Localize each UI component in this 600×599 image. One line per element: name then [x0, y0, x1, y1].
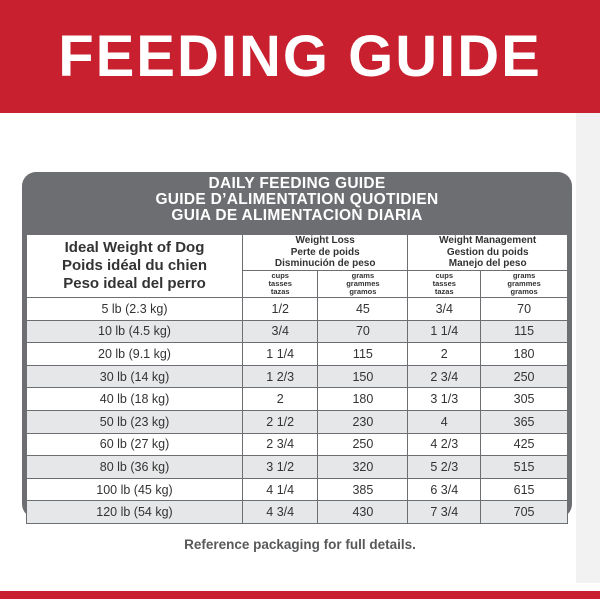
- card-title-en: DAILY FEEDING GUIDE: [208, 175, 386, 192]
- loss-cups-cell: 3/4: [243, 320, 318, 343]
- mgmt-grams-cell: 180: [481, 343, 568, 366]
- loss-grams-cell: 115: [318, 343, 408, 366]
- unit-grams-es: gramos: [349, 287, 377, 296]
- mgmt-grams-header: [481, 271, 568, 298]
- footer-note: Reference packaging for full details.: [184, 537, 416, 552]
- mgmt-cups-cell: 6 3/4: [408, 478, 481, 501]
- loss-cups-cell: 4 1/4: [243, 478, 318, 501]
- loss-grams-cell: 45: [318, 298, 408, 321]
- unit-cups-es: tazas: [270, 287, 290, 296]
- table-row: [27, 456, 568, 479]
- unit-cups-en: cups: [435, 271, 454, 280]
- weight-loss-es: Disminución de peso: [274, 258, 376, 270]
- loss-cups-header: [243, 271, 318, 298]
- feeding-table-body: [27, 298, 568, 524]
- table-row: [27, 433, 568, 456]
- unit-cups-fr: tasses: [268, 279, 292, 288]
- unit-grams-fr: grammes: [507, 279, 541, 288]
- mgmt-grams-cell: 615: [481, 478, 568, 501]
- mgmt-cups-cell: 3 1/3: [408, 388, 481, 411]
- mgmt-grams-cell: 70: [481, 298, 568, 321]
- mgmt-cups-cell: 4 2/3: [408, 433, 481, 456]
- table-row: [27, 501, 568, 524]
- mgmt-grams-cell: 365: [481, 410, 568, 433]
- unit-cups-fr: tasses: [432, 279, 456, 288]
- weight-cell: 30 lb (14 kg): [27, 365, 243, 388]
- table-row: [27, 410, 568, 433]
- table-row: [27, 365, 568, 388]
- mgmt-cups-cell: 7 3/4: [408, 501, 481, 524]
- loss-grams-cell: 430: [318, 501, 408, 524]
- unit-grams-es: gramos: [510, 287, 538, 296]
- mgmt-cups-cell: 4: [408, 410, 481, 433]
- weight-cell: 40 lb (18 kg): [27, 388, 243, 411]
- mgmt-cups-cell: 1 1/4: [408, 320, 481, 343]
- feeding-table: [26, 234, 568, 524]
- loss-grams-cell: 150: [318, 365, 408, 388]
- mgmt-grams-cell: 515: [481, 456, 568, 479]
- card-title: [26, 174, 568, 224]
- dog-header-fr: Poids idéal du chien: [61, 257, 208, 274]
- loss-grams-cell: 180: [318, 388, 408, 411]
- mgmt-cups-header: [408, 271, 481, 298]
- loss-cups-cell: 2 3/4: [243, 433, 318, 456]
- card-title-es: GUIA DE ALIMENTACION DIARIA: [171, 207, 423, 224]
- mgmt-cups-cell: 2 3/4: [408, 365, 481, 388]
- loss-cups-cell: 2: [243, 388, 318, 411]
- loss-cups-cell: 3 1/2: [243, 456, 318, 479]
- dog-header-en: Ideal Weight of Dog: [64, 239, 205, 256]
- weight-cell: 20 lb (9.1 kg): [27, 343, 243, 366]
- weight-mgmt-fr: Gestion du poids: [446, 246, 529, 258]
- mgmt-grams-cell: 705: [481, 501, 568, 524]
- right-margin-stripe: [576, 113, 600, 583]
- mgmt-cups-cell: 2: [408, 343, 481, 366]
- table-row: [27, 388, 568, 411]
- feeding-guide-card: [22, 172, 572, 518]
- weight-loss-fr: Perte de poids: [290, 246, 360, 258]
- weight-management-header: [408, 235, 568, 271]
- weight-cell: 120 lb (54 kg): [27, 501, 243, 524]
- dog-header-es: Peso ideal del perro: [63, 275, 206, 292]
- dog-weight-header: [27, 235, 243, 298]
- weight-loss-header: [243, 235, 408, 271]
- weight-cell: 50 lb (23 kg): [27, 410, 243, 433]
- mgmt-grams-cell: 305: [481, 388, 568, 411]
- header-banner: [0, 0, 600, 113]
- loss-grams-cell: 385: [318, 478, 408, 501]
- weight-cell: 60 lb (27 kg): [27, 433, 243, 456]
- loss-grams-header: [318, 271, 408, 298]
- table-row: [27, 343, 568, 366]
- loss-cups-cell: 1 1/4: [243, 343, 318, 366]
- table-row: [27, 478, 568, 501]
- loss-grams-cell: 320: [318, 456, 408, 479]
- unit-grams-fr: grammes: [346, 279, 380, 288]
- loss-cups-cell: 2 1/2: [243, 410, 318, 433]
- weight-cell: 10 lb (4.5 kg): [27, 320, 243, 343]
- page-title: FEEDING GUIDE: [58, 23, 542, 89]
- weight-cell: 100 lb (45 kg): [27, 478, 243, 501]
- weight-mgmt-en: Weight Management: [439, 235, 537, 247]
- weight-cell: 5 lb (2.3 kg): [27, 298, 243, 321]
- loss-cups-cell: 4 3/4: [243, 501, 318, 524]
- unit-cups-en: cups: [271, 271, 289, 280]
- loss-cups-cell: 1 2/3: [243, 365, 318, 388]
- weight-loss-en: Weight Loss: [295, 235, 355, 247]
- mgmt-grams-cell: 425: [481, 433, 568, 456]
- loss-grams-cell: 70: [318, 320, 408, 343]
- weight-cell: 80 lb (36 kg): [27, 456, 243, 479]
- weight-mgmt-es: Manejo del peso: [448, 258, 527, 270]
- table-row: [27, 298, 568, 321]
- unit-grams-en: grams: [512, 271, 536, 280]
- mgmt-grams-cell: 250: [481, 365, 568, 388]
- loss-cups-cell: 1/2: [243, 298, 318, 321]
- bottom-red-bar: [0, 591, 600, 599]
- unit-cups-es: tazas: [434, 287, 454, 296]
- mgmt-grams-cell: 115: [481, 320, 568, 343]
- mgmt-cups-cell: 3/4: [408, 298, 481, 321]
- card-title-fr: GUIDE D’ALIMENTATION QUOTIDIEN: [155, 191, 439, 208]
- table-row: [27, 320, 568, 343]
- unit-grams-en: grams: [351, 271, 375, 280]
- mgmt-cups-cell: 5 2/3: [408, 456, 481, 479]
- loss-grams-cell: 230: [318, 410, 408, 433]
- loss-grams-cell: 250: [318, 433, 408, 456]
